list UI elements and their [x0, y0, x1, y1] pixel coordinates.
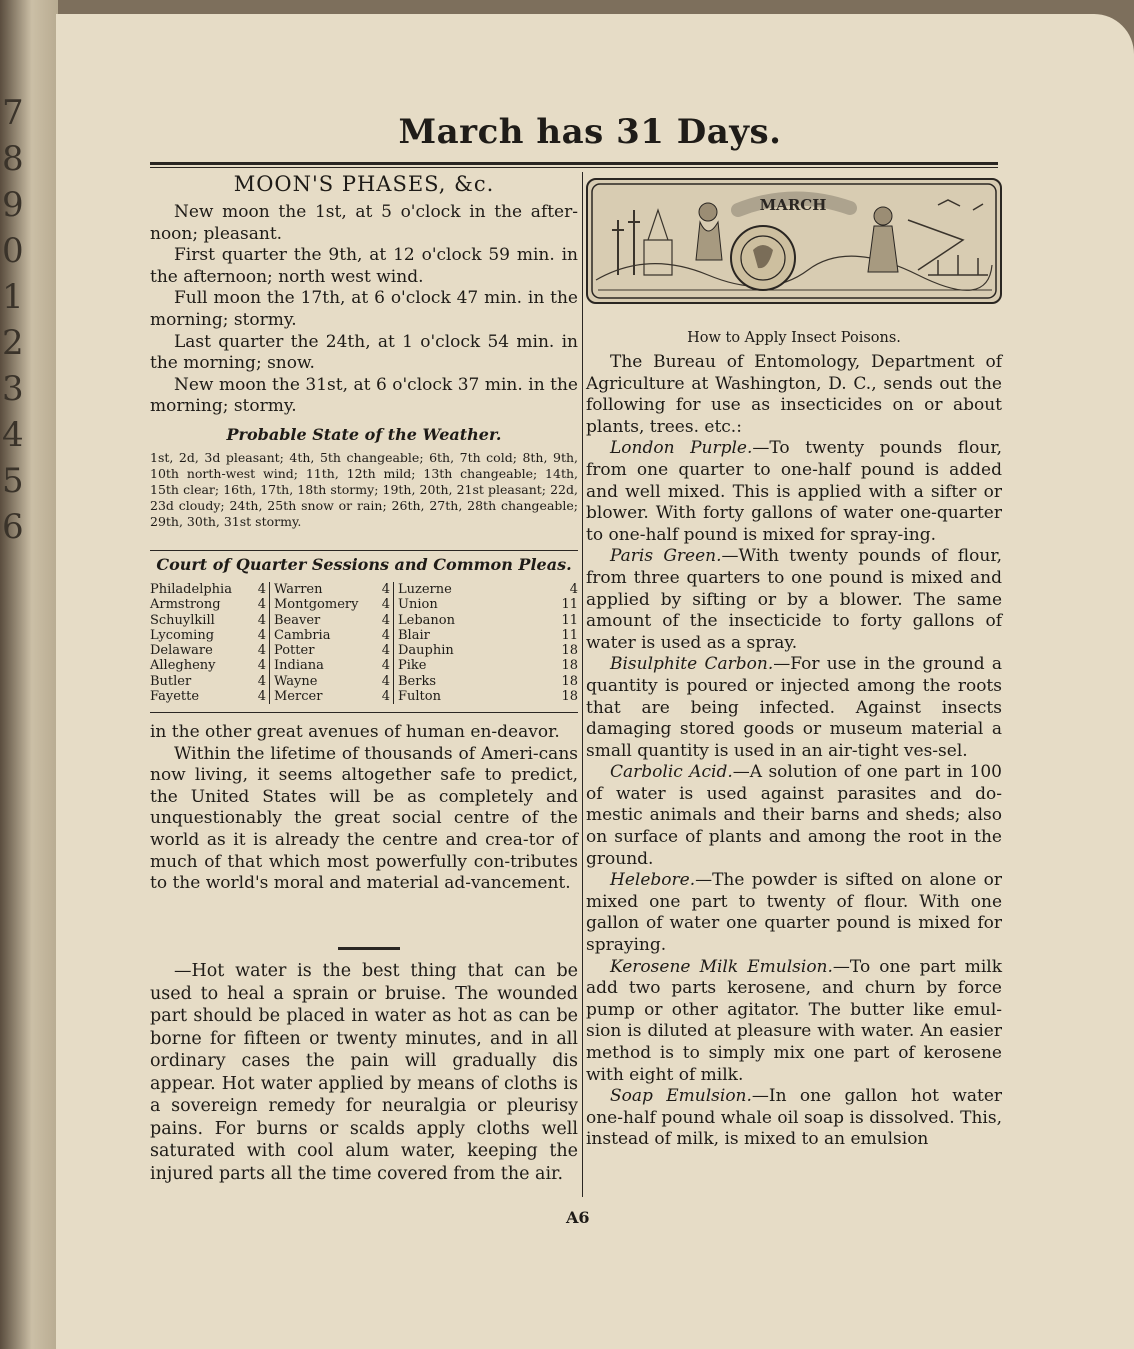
insecticide-item — [586, 1086, 1002, 1151]
spine-char: 6 — [2, 507, 24, 547]
insecticide-item — [586, 654, 1002, 762]
page-number: A6 — [566, 1208, 590, 1227]
court-week: 4 — [248, 674, 270, 689]
county-name: Dauphin — [398, 643, 454, 659]
page-title: March has 31 Days. — [398, 112, 782, 152]
court-week: 4 — [372, 658, 394, 673]
county-name: Potter — [274, 643, 315, 659]
court-table-row — [150, 674, 578, 689]
court-title: Court of Quarter Sessions and Common Pleas. — [156, 555, 572, 574]
court-week: 4 — [248, 658, 270, 673]
county-name: Luzerne — [398, 582, 452, 597]
moon-phase-paragraph: Last quarter the 24th, at 1 o'clock 54 min. in the morning; snow. — [150, 331, 578, 374]
county-name: Pike — [398, 658, 427, 674]
moon-phase-paragraph: Full moon the 17th, at 6 o'clock 47 min. in the morning; stormy. — [150, 288, 578, 330]
insecticide-item — [586, 546, 1002, 654]
spine-char: 0 — [2, 231, 24, 271]
insecticide-text: —With twenty pounds of flour, from three quarters to one pound is mixed and applied by sifting or by a blower. The same amount of the insecticide to forty gallons of water is used as a spray. — [586, 546, 1002, 653]
insecticide-name: Paris Green. — [610, 546, 722, 567]
county-name: Blair — [398, 627, 430, 643]
insecticide-item — [586, 870, 1002, 956]
insecticide-text: —For use in the ground a quantity is poured or injected among the roots that are being infected. Against insects damaging stored goods or museum material a small quantity is used in an air-tight ves-sel. — [586, 654, 1003, 761]
court-table-row — [150, 643, 578, 658]
court-week: 4 — [372, 597, 394, 612]
county-name: Lebanon — [398, 612, 455, 628]
insecticide-name: Helebore. — [610, 870, 696, 891]
court-table-row — [150, 689, 578, 704]
hot-water-article — [150, 960, 578, 1185]
court-table — [150, 582, 578, 704]
county-name: Allegheny — [150, 658, 216, 674]
county-name: Mercer — [274, 689, 323, 705]
spine-char: 7 — [2, 93, 24, 133]
woodcut-label: MARCH — [759, 196, 827, 214]
insect-poisons-title: How to Apply Insect Poisons. — [687, 330, 901, 346]
hot-water-paragraph: —Hot water is the best thing that can be used to heal a sprain or bruise. The wounded part should be placed in water as hot as can be borne for fifteen or twenty minutes, and in all ordinary cases the pain will gradually dis appear. Hot water applied by means of cloths is a sovereign remedy for neuralgia or pleurisy pains. For burns or scalds apply cloths well saturated with cool alum water, keeping the injured parts all the time covered from the air. — [150, 961, 578, 1184]
court-week: 4 — [569, 582, 578, 597]
county-name: Wayne — [274, 673, 318, 689]
march-woodcut — [586, 178, 1002, 304]
county-name: Cambria — [274, 627, 331, 643]
court-week: 4 — [372, 613, 394, 628]
moon-phases-title: MOON'S PHASES, &c. — [233, 172, 495, 196]
court-week: 4 — [248, 582, 270, 597]
weather-body: 1st, 2d, 3d pleasant; 4th, 5th changeable; 6th, 7th cold; 8th, 9th, 10th north-west wind; 11th, 12th mild; 13th changeable; 14th, 15th clear; 16th, 17th, 18th stormy; 19th, 20th, 21st pleasant; 22d, 23d cloudy; 24th, 25th snow or rain; 26th, 27th, 28th changeable; 29th, 30th, 31st stormy. — [150, 450, 578, 529]
court-week: 4 — [248, 613, 270, 628]
moon-phases-section — [150, 202, 578, 418]
county-name: Union — [398, 597, 438, 613]
insecticide-text: —To one part milk add two parts kerosene, and churn by force pump or other agitator. The butter like emul-sion is diluted at pleasure with water. An easier method is to simply mix one part of kerosene with eight of milk. — [586, 956, 1003, 1085]
court-week: 4 — [372, 674, 394, 689]
court-week: 11 — [561, 612, 578, 628]
court-table-row — [150, 628, 578, 643]
insecticide-item — [586, 762, 1002, 870]
county-name: Schuylkill — [150, 612, 215, 628]
court-week: 4 — [248, 643, 270, 658]
court-bottom-rule — [150, 712, 578, 713]
article-paragraph: Within the lifetime of thousands of Ameri-cans now living, it seems altogether safe to predict, the United States will be as completely and unquestionably the great social centre of the world as it is already the centre and crea-tor of much of that which most powerfully con-tributes to the world's moral and material ad-vancement. — [150, 743, 578, 894]
continued-article — [150, 722, 578, 895]
spine-char: 8 — [2, 139, 24, 179]
court-week: 4 — [248, 689, 270, 704]
court-week: 11 — [561, 627, 578, 643]
insecticide-name: London Purple. — [610, 438, 753, 459]
county-name: Butler — [150, 673, 192, 689]
county-name: Philadelphia — [150, 582, 232, 597]
county-name: Fayette — [150, 689, 200, 705]
insect-poisons-section — [586, 352, 1002, 1151]
spine-characters — [2, 90, 32, 550]
title-rule-thin — [150, 167, 998, 168]
insecticide-name: Bisulphite Carbon. — [610, 654, 774, 675]
weather-title: Probable State of the Weather. — [226, 425, 502, 444]
insecticide-name: Soap Emulsion. — [610, 1086, 752, 1107]
county-name: Berks — [398, 673, 437, 689]
article-paragraph: in the other great avenues of human en-deavor. — [150, 722, 560, 742]
county-name: Fulton — [398, 689, 441, 705]
insecticide-text: —The powder is sifted on alone or mixed one part to twenty of flour. With one gallon of water one quarter pound is mixed for spraying. — [586, 870, 1002, 956]
spine-char: 1 — [2, 277, 24, 317]
spine-char: 9 — [2, 185, 24, 225]
court-week: 18 — [561, 673, 578, 689]
section-divider — [338, 947, 400, 950]
moon-phase-paragraph: New moon the 31st, at 6 o'clock 37 min. in the morning; stormy. — [150, 374, 578, 417]
insecticide-text: —In one gallon hot water one-half pound whale oil soap is dissolved. This, instead of milk, is mixed to an emulsion — [586, 1086, 1003, 1150]
column-divider — [582, 172, 583, 1197]
court-week: 4 — [372, 643, 394, 658]
insecticide-text: —To twenty pounds flour, from one quarter to one-half pound is added and well mixed. This is applied with a sifter or blower. With forty gallons of water one-quarter to one-half pound is mixed for spray-ing. — [586, 438, 1002, 545]
court-week: 4 — [372, 628, 394, 643]
insecticide-name: Carbolic Acid. — [610, 762, 733, 783]
title-rule — [150, 162, 998, 165]
insect-intro: The Bureau of Entomology, Department of Agriculture at Washington, D. C., sends out the following for use as insecticides on or about plants, trees. etc.: — [586, 352, 1002, 437]
insecticide-item — [586, 438, 1002, 546]
court-week: 4 — [248, 628, 270, 643]
spine-char: 3 — [2, 369, 24, 409]
insecticide-text: —A solution of one part in 100 of water is used against parasites and do-mestic animals and their barns and sheds; also on surface of plants and among the root in the ground. — [586, 762, 1003, 869]
court-week: 18 — [561, 689, 578, 705]
moon-phase-paragraph: First quarter the 9th, at 12 o'clock 59 min. in the afternoon; north west wind. — [150, 245, 578, 287]
court-table-row — [150, 613, 578, 628]
county-name: Beaver — [274, 612, 321, 628]
insecticide-item — [586, 957, 1002, 1087]
insecticide-name: Kerosene Milk Emulsion. — [610, 956, 833, 977]
court-week: 4 — [248, 597, 270, 612]
county-name: Armstrong — [150, 597, 221, 613]
court-week: 4 — [372, 582, 394, 597]
book-spine — [0, 0, 58, 1349]
court-table-row — [150, 597, 578, 612]
court-top-rule — [150, 550, 578, 551]
county-name: Lycoming — [150, 627, 215, 643]
spine-char: 2 — [2, 323, 24, 363]
court-week: 11 — [561, 597, 578, 613]
court-table-row — [150, 582, 578, 597]
court-week: 4 — [372, 689, 394, 704]
county-name: Indiana — [274, 658, 324, 674]
moon-phase-paragraph: New moon the 1st, at 5 o'clock in the after-noon; pleasant. — [150, 202, 578, 244]
court-week: 18 — [561, 643, 578, 659]
court-table-row — [150, 658, 578, 673]
court-week: 18 — [561, 658, 578, 674]
spine-char: 5 — [2, 461, 24, 501]
county-name: Montgomery — [274, 597, 359, 613]
county-name: Delaware — [150, 643, 213, 659]
march-woodcut-illustration — [588, 180, 1000, 302]
spine-char: 4 — [2, 415, 24, 455]
county-name: Warren — [274, 582, 323, 597]
